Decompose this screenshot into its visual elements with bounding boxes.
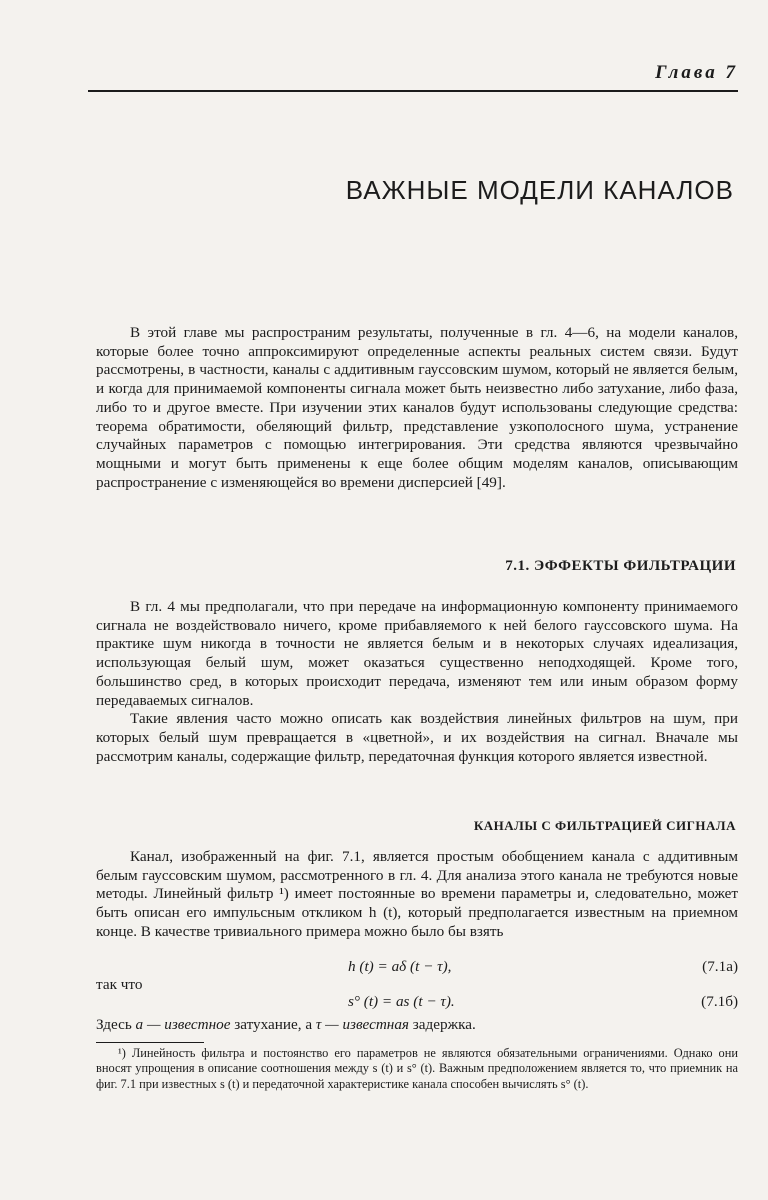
footnote bbox=[96, 1046, 738, 1092]
equation-7-1a-number: (7.1a) bbox=[702, 958, 738, 975]
footnote-rule bbox=[96, 1042, 204, 1043]
subsection-body bbox=[96, 848, 738, 942]
running-head: Глава 7 bbox=[655, 62, 738, 83]
closing-post: задержка. bbox=[409, 1016, 476, 1033]
closing-pre: Здесь bbox=[96, 1016, 136, 1033]
closing-sentence bbox=[96, 1016, 476, 1034]
equation-connector: так что bbox=[96, 976, 143, 993]
closing-mid: затухание, а bbox=[230, 1016, 316, 1033]
closing-a-known: a — известное bbox=[135, 1016, 231, 1033]
equation-7-1a bbox=[96, 958, 738, 978]
equation-7-1b bbox=[96, 993, 738, 1013]
chapter-title: ВАЖНЫЕ МОДЕЛИ КАНАЛОВ bbox=[345, 175, 734, 206]
equation-7-1a-expression: h (t) = aδ (t − τ), bbox=[348, 958, 452, 975]
footnote-text: ¹) Линейность фильтра и постоянство его параметров не являются обязательными ограничениями. Однако они вносят упрощения в описание соотношения между s (t) и s° (t). Важным предположением является то, что приемник на фиг. 7.1 при известных s (t) и передаточной характеристике канала способен вычислять s° (t). bbox=[96, 1046, 738, 1091]
closing-tau-known: τ — известная bbox=[315, 1016, 409, 1033]
subsection-heading: КАНАЛЫ С ФИЛЬТРАЦИЕЙ СИГНАЛА bbox=[473, 818, 736, 833]
section-paragraph-2: Такие явления часто можно описать как воздействия линейных фильтров на шум, при которых белый шум превращается в «цветной», и их воздействия на сигнал. Вначале мы рассмотрим каналы, содержащие фильтр, передаточная функция которого является известной. bbox=[96, 710, 738, 765]
section-body bbox=[96, 598, 738, 766]
equation-7-1b-expression: s° (t) = as (t − τ). bbox=[348, 993, 455, 1010]
section-paragraph-1: В гл. 4 мы предполагали, что при передаче на информационную компоненту принимаемого сигнала не воздействовало ничего, кроме прибавляемого к ней белого гауссовского шума. На практике шум никогда в точности не является белым и в некоторых случаях идеализация, использующая белый шум, может оказаться существенно неподходящей. Кроме того, большинство сред, в которых происходит передача, изменяют тем или иным образом форму передаваемых сигналов. bbox=[96, 598, 738, 709]
intro-paragraph: В этой главе мы распространим результаты, полученные в гл. 4—6, на модели каналов, которые более точно аппроксимируют определенные аспекты реальных систем связи. Будут рассмотрены, в частности, каналы с аддитивным гауссовским шумом, который не является белым, и когда для принимаемой компоненты сигнала может быть неизвестно либо затухание, либо фаза, либо то и другое вместе. При изучении этих каналов будут использованы следующие средства: теорема обратимости, обеляющий фильтр, представление узкополосного шума, устранение случайных параметров с помощью интегрирования. Эти средства являются чрезвычайно мощными и могут быть применены к еще более общим моделям каналов, описывающим распространение с изменяющейся во времени дисперсией [49]. bbox=[96, 324, 738, 491]
section-heading: 7.1. ЭФФЕКТЫ ФИЛЬТРАЦИИ bbox=[505, 558, 736, 574]
subsection-paragraph: Канал, изображенный на фиг. 7.1, является простым обобщением канала с аддитивным белым гауссовским шумом, рассмотренного в гл. 4. Для анализа этого канала не требуются новые методы. Линейный фильтр ¹) имеет постоянные во времени параметры и, следовательно, может быть описан его импульсным откликом h (t), который предполагается известным на приемном конце. В качестве тривиального примера можно было бы взять bbox=[96, 848, 738, 940]
equation-7-1b-number: (7.1б) bbox=[701, 993, 738, 1010]
intro-block bbox=[96, 324, 738, 492]
header-rule bbox=[88, 90, 738, 92]
